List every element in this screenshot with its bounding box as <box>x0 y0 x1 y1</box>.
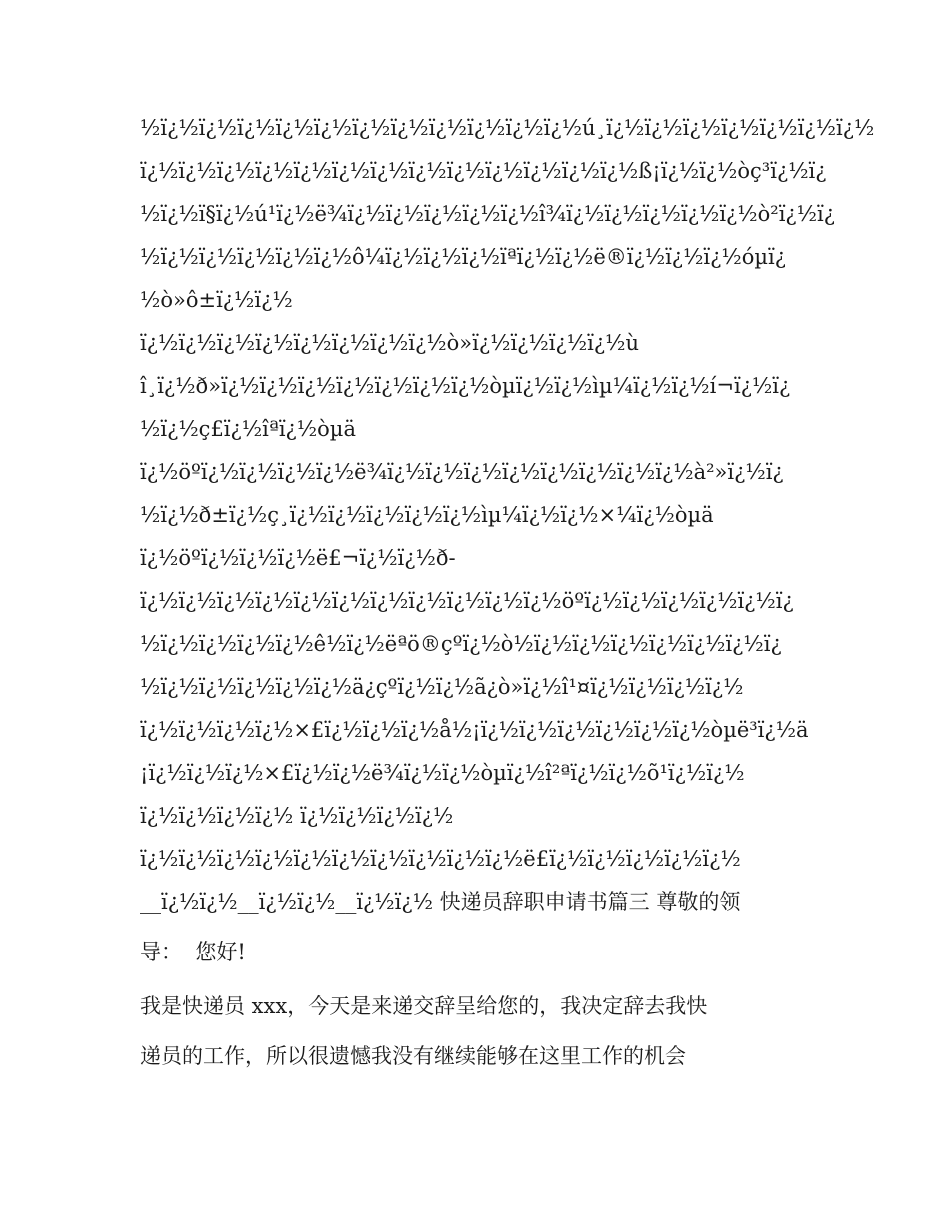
text-line: 导： 您好! <box>140 940 246 964</box>
text-line: ½ï¿½ï¿½ï¿½ï¿½ï¿½ô¼ï¿½ï¿½ï¿½ïªï¿½ï¿½ë®ï¿½ï¿½ï¿½óµï¿ <box>140 245 787 269</box>
text-line: ï¿½ï¿½ï¿½ï¿½ï¿½ï¿½ï¿½ï¿½ï¿½ï¿½ë£ï¿½ï¿½ï¿½ï¿½ï¿½ <box>140 847 741 871</box>
text-line: ½ï¿½ð±ï¿½ç¸ï¿½ï¿½ï¿½ï¿½ï¿½ìµ¼ï¿½ï¿½×¼ï¿½òµä <box>140 503 714 527</box>
text-line: 递员的工作，所以很遗憾我没有继续能够在这里工作的机会 <box>140 1044 686 1068</box>
text-line: ï¿½öºï¿½ï¿½ï¿½ï¿½ë¾ï¿½ï¿½ï¿½ï¿½ï¿½ï¿½ï¿½ï¿½à²»ï¿½ï¿ <box>140 460 784 484</box>
text-line: ï¿½ï¿½ï¿½ï¿½ï¿½ï¿½ï¿½ï¿½ï¿½ï¿½ï¿½öºï¿½ï¿½ï¿½ï¿½ï¿½ï¿ <box>140 589 794 613</box>
text-line: ï¿½ï¿½ï¿½ï¿½×£ï¿½ï¿½ï¿½å½¡ï¿½ï¿½ï¿½ï¿½ï¿½ï¿½òµë³ï¿½ä <box>140 718 809 742</box>
text-line: ½ï¿½ï¿½ï¿½ï¿½ê½ï¿½ëªö®çºï¿½ò½ï¿½ï¿½ï¿½ï¿½ï¿½ï¿½ï¿ <box>140 632 782 656</box>
text-line: ï¿½ï¿½ï¿½ï¿½ï¿½ï¿½ï¿½ï¿½ï¿½ï¿½ï¿½ï¿½ï¿½ß¡ï¿½ï¿½òç³ï¿½ï¿ <box>140 159 827 183</box>
text-line: î¸ï¿½ð»ï¿½ï¿½ï¿½ï¿½ï¿½ï¿½ï¿½òµï¿½ï¿½ìµ¼ï¿½ï¿½í¬ï¿½ï¿ <box>140 374 791 398</box>
text-line: ï¿½öºï¿½ï¿½ï¿½ë£¬ï¿½ï¿½ð- <box>140 546 456 570</box>
text-line: ¡ï¿½ï¿½ï¿½×£ï¿½ï¿½ë¾ï¿½ï¿½òµï¿½î²ªï¿½ï¿½õ¹ï¿½ï¿½ <box>140 761 745 785</box>
text-line: 我是快递员 xxx，今天是来递交辞呈给您的，我决定辞去我快 <box>140 994 708 1018</box>
text-line: ½ï¿½ï¿½ï¿½ï¿½ï¿½ï¿½ï¿½ï¿½ï¿½ï¿½ï¿½ú¸ï¿½ï¿½ï¿½ï¿½ï¿½ï¿½ï¿½ <box>140 116 875 140</box>
text-line: ï¿½ï¿½ï¿½ï¿½ ï¿½ï¿½ï¿½ï¿½ <box>140 804 454 828</box>
text-line: ½ï¿½ï¿½ï¿½ï¿½ï¿½ä¿çºï¿½ï¿½ã¿ò»ï¿½î¹¤ï¿½ï¿½ï¿½ï¿½ <box>140 675 744 699</box>
text-line: ½ï¿½ç£ï¿½îªï¿½òµä <box>140 417 356 441</box>
text-line: ï¿½ï¿½ï¿½ï¿½ï¿½ï¿½ï¿½ï¿½ò»ï¿½ï¿½ï¿½ï¿½ù <box>140 331 639 355</box>
text-line: ½ï¿½ï§ï¿½ú¹ï¿½ë¾ï¿½ï¿½ï¿½ï¿½ï¿½î¾ï¿½ï¿½ï¿½ï¿½ï¿½ò²ï¿½ï¿ <box>140 202 836 226</box>
text-line: __ï¿½ï¿½__ï¿½ï¿½__ï¿½ï¿½ 快递员辞职申请书篇三 尊敬的领 <box>140 890 741 914</box>
text-line: ½ò»ô±ï¿½ï¿½ <box>140 288 293 312</box>
